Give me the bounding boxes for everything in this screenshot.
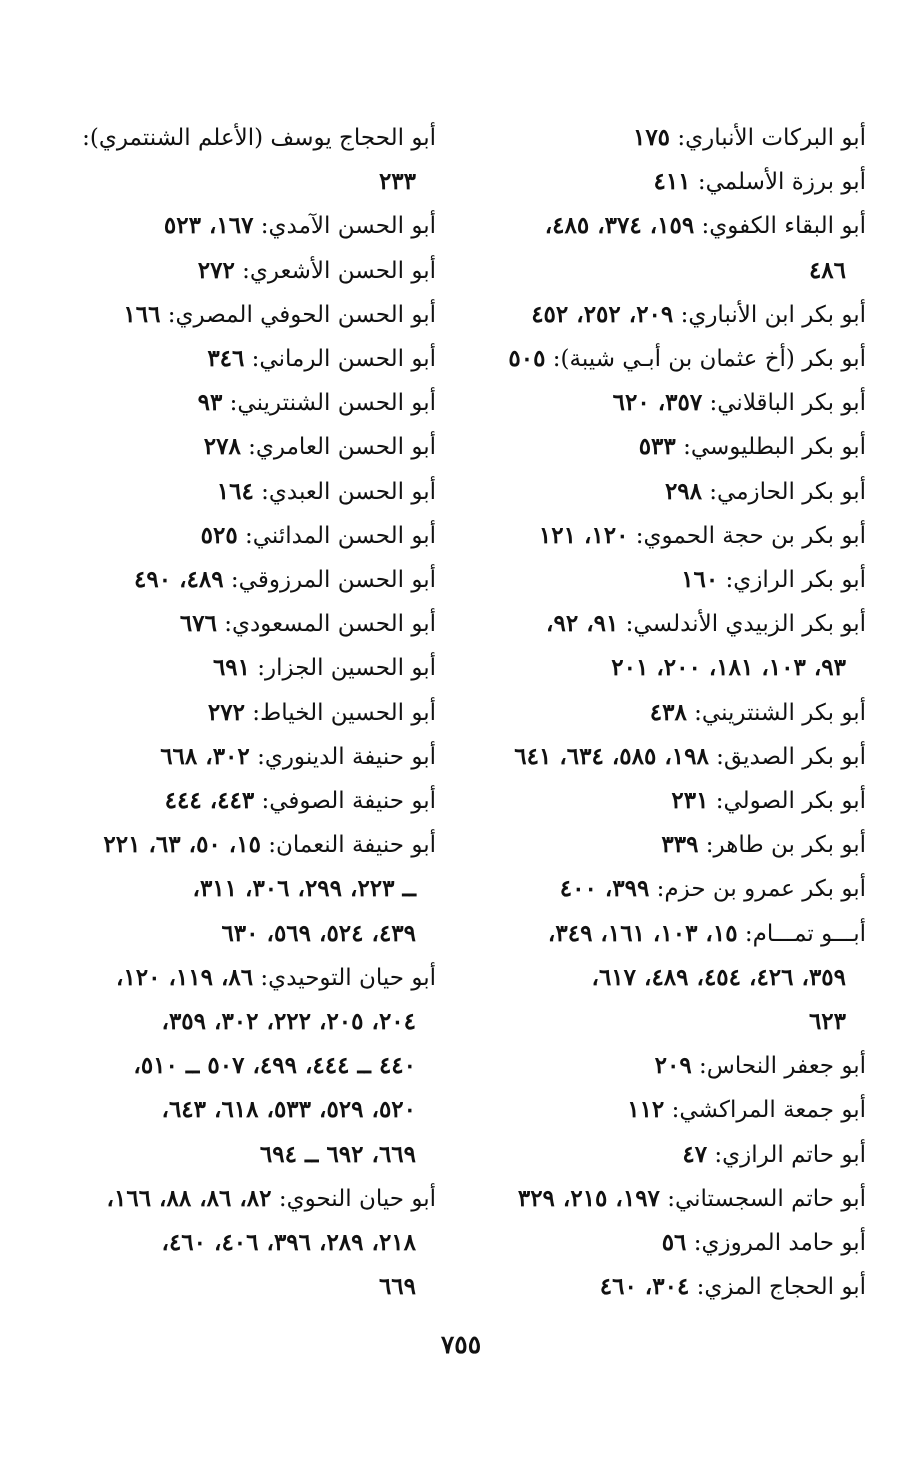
index-entry: أبو البركات الأنباري: ١٧٥ [632,124,866,151]
index-entry: أبو بكر الرازي: ١٦٠ [681,566,866,594]
index-entry: أبو بكر الحازمي: ٢٩٨ [664,477,866,505]
index-entry: أبو الحسن الأشعري: ٢٧٢ [197,256,436,284]
index-entry: أبو بكر الشنتريني: ٤٣٨ [649,698,866,726]
index-entry: أبو حنيفة الصوفي: ٤٤٣، ٤٤٤ [164,787,436,815]
index-entry-continuation: ٢١٨، ٢٨٩، ٣٩٦، ٤٠٦، ٤٦٠، [161,1229,416,1257]
index-entry: أبو الحسن المسعودي: ٦٧٦ [179,610,436,638]
index-entry: أبو الحسن الآمدي: ١٦٧، ٥٢٣ [163,212,436,240]
index-entry: أبو حاتم الرازي: ٤٧ [682,1140,866,1168]
index-entry-continuation: ٦٦٩، ٦٩٢ ــ ٦٩٤ [259,1140,416,1168]
index-entry: أبو حيان التوحيدي: ٨٦، ١١٩، ١٢٠، [115,963,436,991]
index-entry: أبو الحسين الجزار: ٦٩١ [212,654,436,682]
index-entry-continuation: ٣٥٩، ٤٢٦، ٤٥٤، ٤٨٩، ٦١٧، [591,963,846,991]
page-number: ٧٥٥ [440,1330,482,1359]
index-entry: أبو الحسن المدائني: ٥٢٥ [200,521,436,549]
index-entry-continuation: ٤٣٩، ٥٢٤، ٥٦٩، ٦٣٠ [221,919,416,947]
index-entry: أبو بكر (أخ عثمان بن أبـي شيبة): ٥٠٥ [508,345,866,373]
index-entry: أبو الحجاج يوسف (الأعلم الشنتمري): [82,125,436,151]
index-entry: أبو بكر الصولي: ٢٣١ [671,787,866,815]
index-entry-continuation: ٢٠٤، ٢٠٥، ٢٢٢، ٣٠٢، ٣٥٩، [161,1008,416,1036]
index-entry: أبو الحسن العامري: ٢٧٨ [203,433,436,461]
index-entry: أبو حنيفة الدينوري: ٣٠٢، ٦٦٨ [160,742,436,770]
index-entry: أبو بكر بن حجة الحموي: ١٢٠، ١٢١ [538,521,866,549]
index-entry-continuation: ٦٦٩ [378,1273,416,1301]
index-entry: أبو بكر الصديق: ١٩٨، ٥٨٥، ٦٣٤، ٦٤١ [514,742,866,770]
index-entry: أبو جعفر النحاس: ٢٠٩ [654,1052,866,1080]
index-entry: أبو بكر عمرو بن حزم: ٣٩٩، ٤٠٠ [559,875,866,903]
index-entry-continuation: ٤٨٦ [808,256,846,284]
index-entry: أبو الحسن الرماني: ٣٤٦ [207,345,436,373]
index-entry: أبـــو تمـــام: ١٥، ١٠٣، ١٦١، ٣٤٩، [547,919,866,947]
index-entry: أبو الحسن العبدي: ١٦٤ [216,477,436,505]
index-entry: أبو الحجاج المزي: ٣٠٤، ٤٦٠ [599,1273,866,1301]
index-entry-continuation: ٤٤٠ ــ ٤٤٤، ٤٩٩، ٥٠٧ ــ ٥١٠، [133,1052,416,1080]
index-entry: أبو حنيفة النعمان: ١٥، ٥٠، ٦٣، ٢٢١ [103,831,436,859]
index-entry: أبو حيان النحوي: ٨٢، ٨٦، ٨٨، ١٦٦، [106,1184,436,1212]
index-column-right [464,116,866,1309]
index-entry: أبو بكر الباقلاني: ٣٥٧، ٦٢٠ [612,389,866,417]
index-entry: أبو جمعة المراكشي: ١١٢ [627,1096,866,1124]
index-entry: أبو البقاء الكفوي: ١٥٩، ٣٧٤، ٤٨٥، [544,212,866,240]
index-entry-continuation: ٩٣، ١٠٣، ١٨١، ٢٠٠، ٢٠١ [611,654,846,682]
index-entry-continuation: ٥٢٠، ٥٢٩، ٥٣٣، ٦١٨، ٦٤٣، [161,1096,416,1124]
index-entry: أبو الحسن المرزوقي: ٤٨٩، ٤٩٠ [134,566,436,594]
index-entry: أبو بكر ابن الأنباري: ٢٠٩، ٢٥٢، ٤٥٢ [531,300,866,328]
index-entry: أبو الحسين الخياط: ٢٧٢ [207,698,436,726]
index-entry: أبو بكر بن طاهر: ٣٣٩ [661,831,866,859]
index-entry-continuation: ٢٣٣ [378,168,416,196]
index-entry: أبو حامد المروزي: ٥٦ [661,1229,866,1257]
index-entry: أبو بكر الزبيدي الأندلسي: ٩١، ٩٢، [546,610,866,638]
index-entry-continuation: ــ ٢٢٣، ٢٩٩، ٣٠٦، ٣١١، [192,875,416,903]
index-entry: أبو برزة الأسلمي: ٤١١ [653,168,866,196]
index-column-left [50,116,436,1309]
index-entry: أبو بكر البطليوسي: ٥٣٣ [638,433,866,461]
index-entry: أبو حاتم السجستاني: ١٩٧، ٢١٥، ٣٢٩ [517,1184,866,1212]
index-entry: أبو الحسن الشنتريني: ٩٣ [197,389,436,417]
index-entry: أبو الحسن الحوفي المصري: ١٦٦ [123,300,436,328]
index-entry-continuation: ٦٢٣ [808,1008,846,1036]
